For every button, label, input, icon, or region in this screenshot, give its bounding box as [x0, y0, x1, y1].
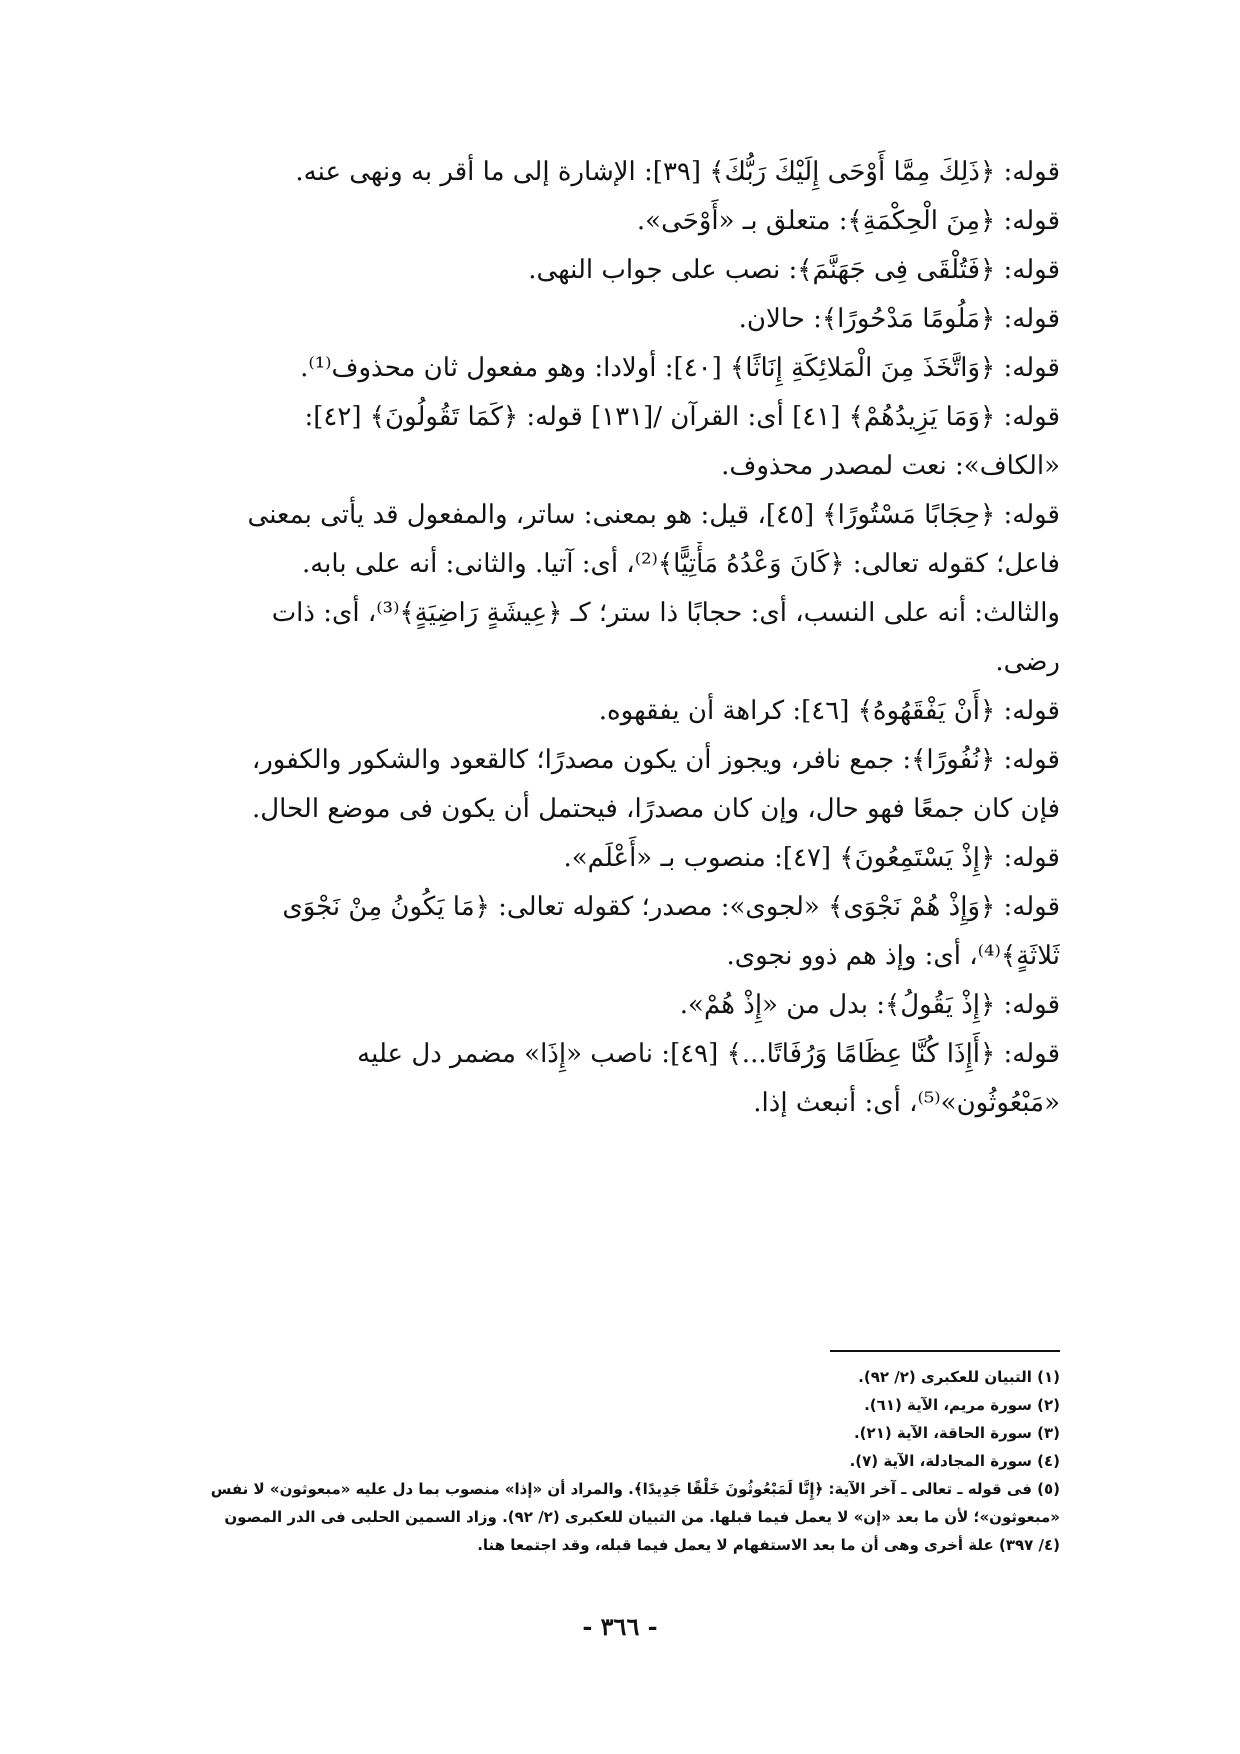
- text-line: والثالث: أنه على النسب، أى: حجابًا ذا ستر؛ كـ ﴿عِيشَةٍ رَاضِيَةٍ﴾⁽³⁾، أى: ذات: [271, 598, 1060, 628]
- text-line: قوله: ﴿أَنْ يَفْقَهُوهُ﴾ [٤٦]: كراهة أن يفقهوه.: [598, 696, 1060, 726]
- text-line: فاعل؛ كقوله تعالى: ﴿كَانَ وَعْدُهُ مَأْتِيًّا﴾⁽²⁾، أى: آتيا. والثانى: أنه على بابه.: [301, 549, 1060, 579]
- text-line: رضى.: [995, 647, 1060, 677]
- footnote-divider: [830, 1350, 1060, 1352]
- text-line: قوله: ﴿مِنَ الْحِكْمَةِ﴾: متعلق بـ «أَوْحَى».: [636, 206, 1060, 236]
- text-line: قوله: ﴿وَإِذْ هُمْ نَجْوَى﴾ «لجوى»: مصدر؛ كقوله تعالى: ﴿مَا يَكُونُ مِنْ نَجْوَى: [282, 892, 1060, 922]
- text-line: «الكاف»: نعت لمصدر محذوف.: [721, 451, 1060, 481]
- footnote: «مبعوثون»؛ لأن ما بعد «إن» لا يعمل فيما قبلها. من التبيان للعكبرى (٢/ ٩٢). وزاد السمين الحلبى فى الدر المصون: [224, 1508, 1060, 1526]
- main-text: [210, 150, 1060, 1130]
- page-number: - ٣٦٦ -: [582, 1612, 658, 1641]
- text-line: قوله: ﴿وَمَا يَزِيدُهُمْ﴾ [٤١] أى: القرآن /[١٣١] قوله: ﴿كَمَا تَقُولُونَ﴾ [٤٢]:: [304, 402, 1060, 432]
- text-line: قوله: ﴿ذَلِكَ مِمَّا أَوْحَى إِلَيْكَ رَبُّكَ﴾ [٣٩]: الإشارة إلى ما أقر به ونهى عنه.: [295, 157, 1060, 187]
- footnote: (٣) سورة الحاقة، الآية (٢١).: [853, 1424, 1060, 1442]
- footnotes: [210, 1363, 1060, 1559]
- footnote: (٤) سورة المجادلة، الآية (٧).: [849, 1452, 1060, 1470]
- text-line: قوله: ﴿وَاتَّخَذَ مِنَ الْمَلائِكَةِ إِنَاثًا﴾ [٤٠]: أولادا: وهو مفعول ثان محذوف⁽¹⁾.: [300, 353, 1060, 383]
- text-line: قوله: ﴿فَتُلْقَى فِى جَهَنَّمَ﴾: نصب على جواب النهى.: [528, 255, 1060, 285]
- text-line: قوله: ﴿أَإِذَا كُنَّا عِظَامًا وَرُفَاتًا...﴾ [٤٩]: ناصب «إِذَا» مضمر دل عليه: [357, 1039, 1060, 1069]
- footnote: (٢) سورة مريم، الآية (٦١).: [864, 1396, 1060, 1414]
- text-line: «مَبْعُوثُون»⁽⁵⁾، أى: أنبعث إذا.: [753, 1088, 1060, 1118]
- text-line: قوله: ﴿مَلُومًا مَدْحُورًا﴾: حالان.: [738, 304, 1060, 334]
- text-line: قوله: ﴿نُفُورًا﴾: جمع نافر، ويجوز أن يكون مصدرًا؛ كالقعود والشكور والكفور،: [251, 745, 1060, 775]
- text-line: فإن كان جمعًا فهو حال، وإن كان مصدرًا، فيحتمل أن يكون فى موضع الحال.: [252, 794, 1060, 824]
- footnote: (٤/ ٣٩٧) علة أخرى وهى أن ما بعد الاستفهام لا يعمل فيما قبله، وقد اجتمعا هنا.: [477, 1536, 1060, 1554]
- footnote: (١) التبيان للعكبرى (٢/ ٩٢).: [858, 1368, 1060, 1386]
- text-line: قوله: ﴿إِذْ يَسْتَمِعُونَ﴾ [٤٧]: منصوب بـ «أَعْلَم».: [563, 843, 1060, 873]
- footnote: (٥) فى قوله ـ تعالى ـ آخر الآية: ﴿إِنَّا لَمَبْعُوثُونَ خَلْقًا جَدِيدًا﴾. والمراد أن «إذا» منصوب بما دل عليه «مبعوثون» لا نفس: [210, 1480, 1060, 1498]
- text-line: ثَلاثَةٍ﴾⁽⁴⁾، أى: وإذ هم ذوو نجوى.: [726, 941, 1060, 971]
- text-line: قوله: ﴿إِذْ يَقُولُ﴾: بدل من «إِذْ هُمْ».: [679, 990, 1060, 1020]
- text-line: قوله: ﴿حِجَابًا مَسْتُورًا﴾ [٤٥]، قيل: هو بمعنى: ساتر، والمفعول قد يأتى بمعنى: [247, 500, 1060, 530]
